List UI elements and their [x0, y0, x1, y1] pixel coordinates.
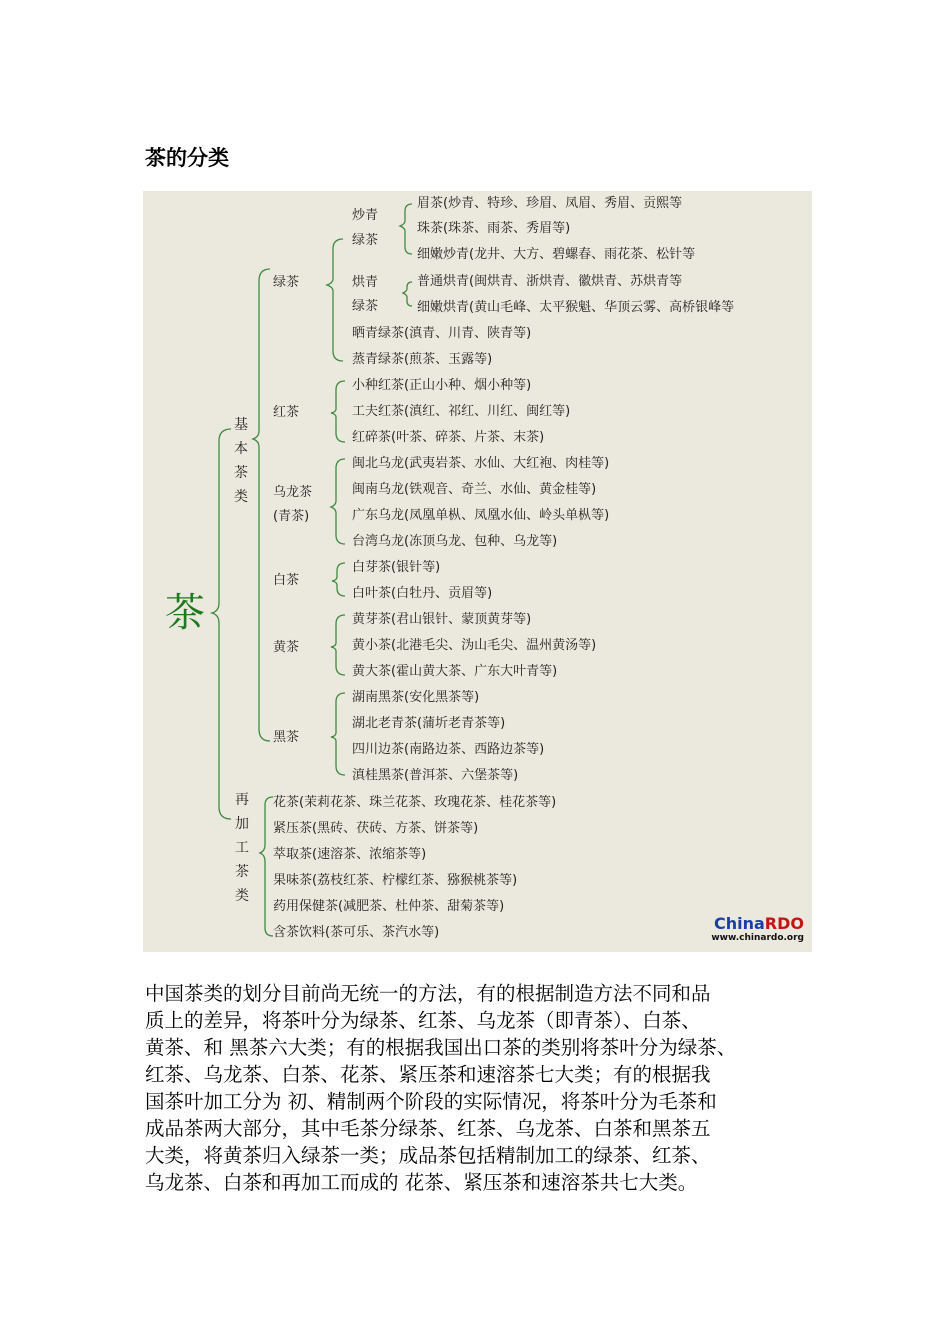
tea-item: 小种红茶(正山小种、烟小种等)	[352, 378, 532, 393]
oolong-tea-label-2: (青茶)	[273, 509, 310, 524]
tea-item: 细嫩烘青(黄山毛峰、太平猴魁、华顶云雾、高桥银峰等	[417, 300, 735, 315]
page-title: 茶的分类	[145, 146, 229, 170]
tea-item: 晒青绿茶(滇青、川青、陕青等)	[352, 326, 532, 341]
basic-tea-group-label: 基本茶类	[234, 417, 248, 505]
tea-item: 白芽茶(银针等)	[352, 560, 441, 575]
tea-item: 眉茶(炒青、特珍、珍眉、凤眉、秀眉、贡熙等	[417, 196, 683, 211]
paragraph-line: 乌龙茶、白茶和再加工而成的 花茶、紧压茶和速溶茶共七大类。	[145, 1171, 698, 1194]
tea-item: 红碎茶(叶茶、碎茶、片茶、末茶)	[352, 430, 545, 445]
paragraph-line: 黄茶、和 黑茶六大类；有的根据我国出口茶的类别将茶叶分为绿茶、	[145, 1036, 737, 1059]
yellow-tea-label: 黄茶	[273, 640, 300, 655]
paragraph-line: 质上的差异，将茶叶分为绿茶、红茶、乌龙茶（即青茶）、白茶、	[145, 1009, 701, 1032]
hongqing-label-1: 烘青	[352, 275, 379, 290]
paragraph-line: 国茶叶加工分为 初、精制两个阶段的实际情况，将茶叶分为毛茶和	[145, 1090, 717, 1113]
tea-item: 滇桂黑茶(普洱茶、六堡茶等)	[352, 768, 519, 783]
logo-text-rdo: RDO	[764, 914, 804, 933]
tea-item: 普通烘青(闽烘青、浙烘青、徽烘青、苏烘青等	[417, 274, 683, 289]
tea-item: 药用保健茶(减肥茶、杜仲茶、甜菊茶等)	[273, 899, 505, 914]
hongqing-label-2: 绿茶	[352, 299, 379, 314]
tea-item: 含茶饮料(茶可乐、茶汽水等)	[273, 925, 440, 940]
tea-item: 四川边茶(南路边茶、西路边茶等)	[352, 742, 545, 757]
root-tea-label: 茶	[165, 590, 205, 636]
paragraph-line: 红茶、乌龙茶、白茶、花茶、紧压茶和速溶茶七大类；有的根据我	[145, 1063, 711, 1086]
tea-item: 白叶茶(白牡丹、贡眉等)	[352, 586, 493, 601]
tea-item: 果味茶(荔枝红茶、柠檬红茶、猕猴桃茶等)	[273, 873, 518, 888]
tea-item: 蒸青绿茶(煎茶、玉露等)	[352, 352, 493, 367]
tea-item: 黄芽茶(君山银针、蒙顶黄芽等)	[352, 612, 532, 627]
tea-item: 细嫩炒青(龙井、大方、碧螺春、雨花茶、松针等	[417, 247, 696, 262]
chaoqing-label-2: 绿茶	[352, 233, 379, 248]
tea-item: 工夫红茶(滇红、祁红、川红、闽红等)	[352, 404, 571, 419]
logo-url: www.chinardo.org	[711, 933, 804, 943]
red-tea-label: 红茶	[273, 405, 300, 420]
oolong-tea-label-1: 乌龙茶	[273, 485, 313, 500]
tea-item: 湖南黑茶(安化黑茶等)	[352, 690, 480, 705]
paragraph-line: 中国茶类的划分目前尚无统一的方法，有的根据制造方法不同和品	[145, 982, 711, 1005]
tea-item: 花茶(茉莉花茶、珠兰花茶、玫瑰花茶、桂花茶等)	[273, 795, 557, 810]
reprocessed-tea-group-label: 再加工茶类	[235, 792, 249, 904]
tea-item: 台湾乌龙(冻顶乌龙、包种、乌龙等)	[352, 534, 558, 549]
tea-item: 湖北老青茶(蒲圻老青茶等)	[352, 716, 506, 731]
tea-item: 闽南乌龙(铁观音、奇兰、水仙、黄金桂等)	[352, 482, 597, 497]
body-paragraph	[145, 980, 825, 1196]
logo-text-china: China	[713, 914, 765, 933]
chinardo-logo	[711, 916, 804, 946]
paragraph-line: 成品茶两大部分，其中毛茶分绿茶、红茶、乌龙茶、白茶和黑茶五	[145, 1117, 711, 1140]
tea-item: 黄大茶(霍山黄大茶、广东大叶青等)	[352, 664, 558, 679]
tea-item: 萃取茶(速溶茶、浓缩茶等)	[273, 847, 427, 862]
white-tea-label: 白茶	[273, 573, 300, 588]
tea-item: 闽北乌龙(武夷岩茶、水仙、大红袍、肉桂等)	[352, 456, 610, 471]
green-tea-label: 绿茶	[273, 275, 300, 290]
chaoqing-label-1: 炒青	[352, 208, 379, 223]
tea-item: 珠茶(珠茶、雨茶、秀眉等)	[417, 221, 571, 236]
tea-item: 黄小茶(北港毛尖、沩山毛尖、温州黄汤等)	[352, 638, 597, 653]
tea-item: 广东乌龙(凤凰单枞、凤凰水仙、岭头单枞等)	[352, 508, 610, 523]
tea-classification-diagram	[143, 191, 812, 952]
dark-tea-label: 黑茶	[273, 730, 300, 745]
paragraph-line: 大类，将黄茶归入绿茶一类；成品茶包括精制加工的绿茶、红茶、	[145, 1144, 711, 1167]
tea-item: 紧压茶(黑砖、茯砖、方茶、饼茶等)	[273, 821, 479, 836]
